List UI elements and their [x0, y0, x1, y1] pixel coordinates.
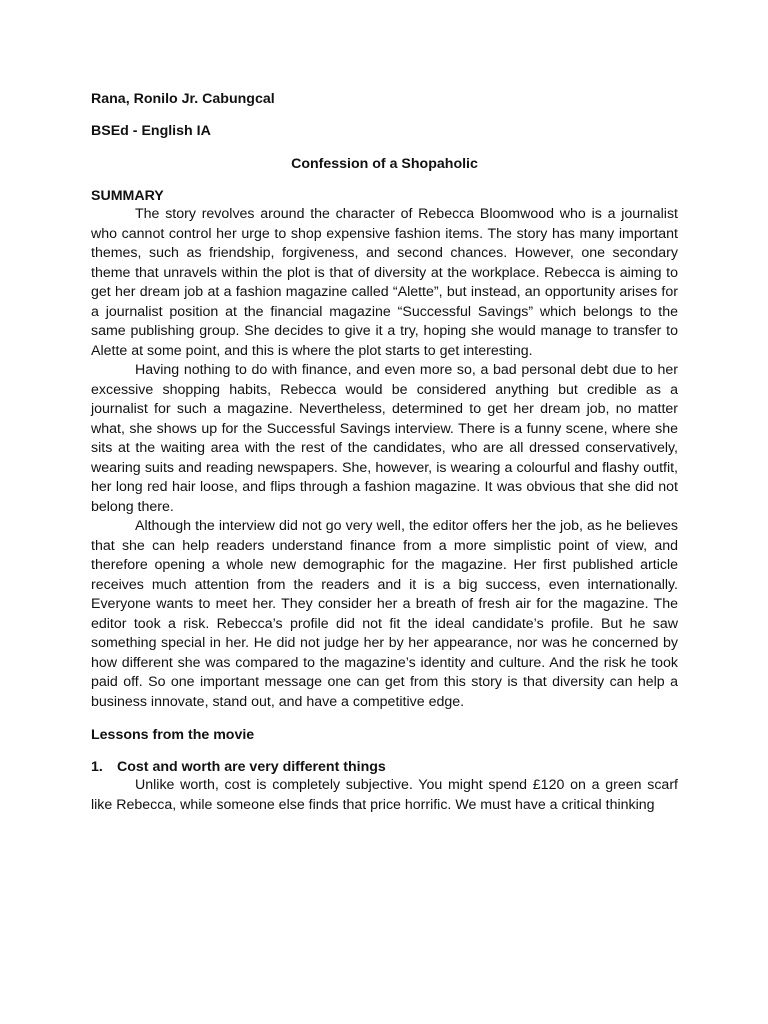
- summary-paragraph-3: Although the interview did not go very well, the editor offers her the job, as he believes that she can help readers understand finance from a more simplistic point of view, and therefore opening a whole new demographic for the magazine. Her first published article receives much attention from the readers and it is a big success, even internationally. Everyone wants to meet her. They consider her a breath of fresh air for the magazine. The editor took a risk. Rebecca’s profile did not fit the ideal candidate’s profile. But he saw something special in her. He did not judge her by her appearance, nor was he concerned by how different she was compared to the magazine’s identity and culture. And the risk he took paid off. So one important message one can get from this story is that diversity can help a business innovate, stand out, and have a competitive edge.: [91, 518, 678, 710]
- author-course: BSEd - English IA: [91, 123, 211, 139]
- lesson-item-1-heading: [91, 758, 678, 776]
- summary-heading: SUMMARY: [91, 188, 164, 204]
- author-name: Rana, Ronilo Jr. Cabungcal: [91, 91, 275, 107]
- lesson-title: Cost and worth are very different things: [117, 759, 386, 775]
- summary-paragraph-2: Having nothing to do with finance, and even more so, a bad personal debt due to her excessive shopping habits, Rebecca would be considered anything but credible as a journalist for such a magazine. Nevertheless, determined to get her dream job, no matter what, she shows up for the Successful Savings interview. There is a funny scene, where she sits at the waiting area with the rest of the candidates, who are all dressed conservatively, wearing suits and reading newspapers. She, however, is wearing a colourful and flashy outfit, her long red hair loose, and flips through a fashion magazine. It was obvious that she did not belong there.: [91, 362, 678, 515]
- document-content: [91, 90, 678, 815]
- lesson-number: 1.: [91, 759, 103, 775]
- document-title: Confession of a Shopaholic: [291, 156, 478, 172]
- lesson-paragraph-1: Unlike worth, cost is completely subjective. You might spend £120 on a green scarf like Rebecca, while someone else finds that price horrific. We must have a critical thinking: [91, 777, 678, 813]
- summary-paragraph-1: The story revolves around the character of Rebecca Bloomwood who is a journalist who cannot control her urge to shop expensive fashion items. The story has many important themes, such as friendship, forgiveness, and second chances. However, one secondary theme that unravels within the plot is that of diversity at the workplace. Rebecca is aiming to get her dream job at a fashion magazine called “Alette”, but instead, an opportunity arises for a journalist position at the financial magazine “Successful Savings” which belongs to the same publishing group. She decides to give it a try, hoping she would manage to transfer to Alette at some point, and this is where the plot starts to get interesting.: [91, 206, 678, 359]
- lessons-heading: Lessons from the movie: [91, 727, 255, 743]
